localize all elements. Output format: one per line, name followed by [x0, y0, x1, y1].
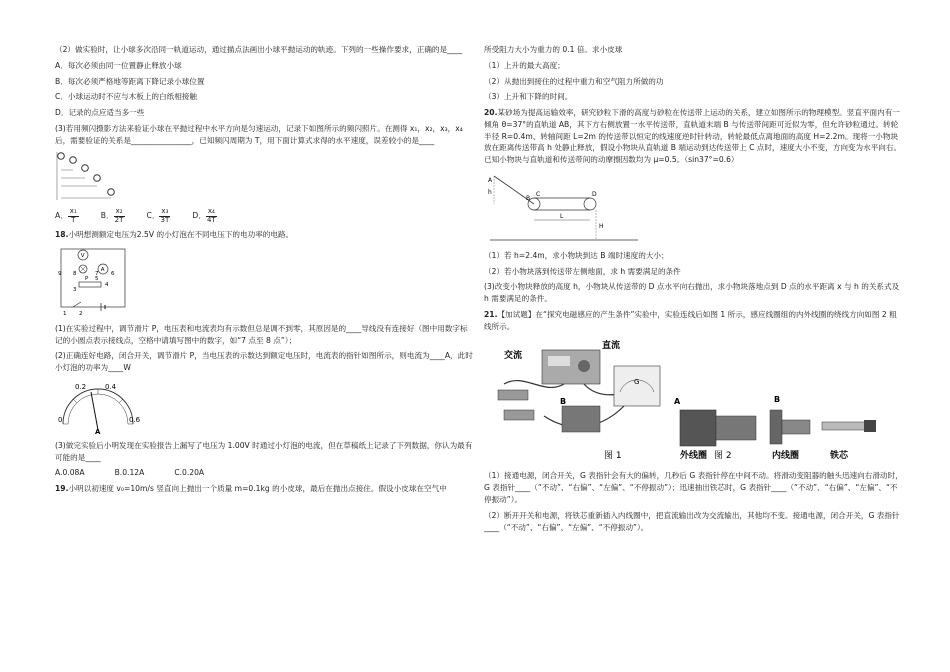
svg-text:0.6: 0.6	[129, 415, 141, 424]
svg-text:4: 4	[105, 281, 109, 288]
svg-text:外线圈: 外线圈	[680, 451, 708, 462]
q17-option-a: A．每次必须由同一位置静止释放小球	[55, 60, 182, 70]
choice-b: B． $\frac{\text{x₂}}{2T}$	[100, 207, 124, 224]
q18-options	[55, 467, 473, 479]
circuit-diagram	[55, 245, 135, 317]
svg-text:B: B	[526, 194, 531, 202]
q18-stem: 18.小明想测额定电压为2.5V 的小灯泡在不同电压下的电功率的电路。	[55, 230, 294, 240]
strobe-photo-figure	[55, 150, 125, 202]
svg-text:0: 0	[58, 415, 63, 424]
left-column	[55, 44, 473, 499]
q18-option-b: B.0.12A	[114, 468, 145, 478]
q18-part2: (2)正确连好电路，闭合开关，调节滑片 P，当电压表的示数达到额定电压时，电流表的指针如图所示，则电流为____A，此时小灯泡的功率为____W	[55, 351, 473, 373]
q20-item-1: （1）若 h=2.4m，求小物块到达 B 端时速度的大小；	[484, 250, 669, 260]
svg-text:A: A	[95, 427, 101, 434]
q17-answer-choices	[55, 208, 473, 224]
q20-item-2: （2）若小物块落到传送带左侧地面，求 h 需要满足的条件	[484, 266, 681, 276]
q17-part2: （2）做实验时，让小球多次沿同一轨道运动，通过描点法画出小球平抛运动的轨迹。下列的一些操作要求，正确的是____	[55, 45, 463, 54]
svg-text:内线圈: 内线圈	[772, 451, 800, 462]
q18-part1: (1)在实验过程中，调节滑片 P，电压表和电流表均有示数但总是调不到零，其原因是的____导线没有连接好（图中用数字标记的小圆点表示接线点，空格中请填写图中的数字，如“7 点至 8 点”）；	[55, 323, 468, 345]
right-column	[484, 44, 904, 537]
svg-text:V: V	[80, 252, 85, 259]
svg-text:图 1: 图 1	[604, 451, 622, 462]
svg-text:C: C	[536, 190, 541, 198]
svg-text:图 2: 图 2	[714, 451, 732, 462]
q18-option-a: A.0.08A	[55, 468, 85, 478]
svg-text:8: 8	[73, 270, 77, 277]
q21-part1: （1）接通电源，闭合开关，G 表指针会有大的偏转，几秒后 G 表指针停在中间不动。将滑动变阻器的触头迅速向右滑动时，G 表指针____（“不动”、“右偏”、“左偏”、“不停振动”）；迅速抽出铁芯时，G 表指针____（“不动”、“右偏”、“左偏”、“不停振动”）。	[484, 471, 903, 505]
q19-continuation: 所受阻力大小为重力的 0.1 倍。求小皮球	[484, 45, 623, 54]
q19-item-1: （1）上升的最大高度；	[484, 60, 565, 70]
svg-text:B: B	[560, 397, 567, 407]
svg-text:B: B	[774, 395, 781, 405]
svg-text:6: 6	[111, 270, 115, 277]
q17-option-d: D．记录的点应适当多一些	[55, 108, 145, 118]
svg-text:A: A	[488, 176, 493, 184]
q18-option-c: C.0.20A	[174, 468, 205, 478]
svg-text:3: 3	[73, 286, 77, 293]
svg-text:0.2: 0.2	[75, 382, 87, 391]
q21-stem: 21.【加试题】在“探究电磁感应的产生条件”实验中，实验连线后如图 1 所示，感应线圈组的内外线圈的绕线方向如图 2 粗线所示。	[484, 309, 897, 331]
q17-option-b: B．每次必须严格地等距离下降记录小球位置	[55, 76, 205, 86]
svg-text:G: G	[634, 378, 640, 387]
svg-text:7: 7	[95, 270, 99, 277]
q21-part2: （2）断开开关和电源，将铁芯重新插入内线圈中，把直流输出改为交流输出，其他均不变。接通电源，闭合开关，G 表指针____（“不动”、“右偏”、“左偏”、“不停振动”）。	[484, 510, 900, 532]
q18-part3: (3)做完实验后小明发现在实验报告上漏写了电压为 1.00V 时通过小灯泡的电流，但在草稿纸上记录了下列数据，你认为最有可能的是____	[55, 440, 473, 462]
svg-text:P: P	[85, 275, 89, 282]
q20-stem: 20.某砂场为提高运输效率，研究砂粒下滑的高度与砂粒在传送带上运动的关系，建立如图所示的物理模型。竖直平面内有一倾角 θ=37°的直轨道 AB，其下方右侧放置一水平传送带，直轨道末端 B 与传送带间距可近似为零，但允许砂粒通过。转轮半径 R=0.4m、转轴间距 L=2m 的传送带以恒定的线速度逆时针转动，转轮最低点离地面的高度 H=2.2m。现将一小物块放在距离传送带高 h 处静止释放，假设小物块从直轨道 B 端运动到达传送带上 C 点时，速度大小不变，方向变为水平向右。已知小物块与直轨道和传送带间的动摩擦因数均为 μ=0.5。（sin37°=0.6）	[484, 108, 902, 165]
svg-text:h: h	[488, 188, 492, 196]
svg-text:0.4: 0.4	[105, 382, 117, 391]
svg-text:A: A	[674, 397, 681, 407]
q17-part3: (3)若用频闪摄影方法来验证小球在平抛过程中水平方向是匀速运动，记录下如图所示的频闪照片。在测得 x₁，x₂，x₃，x₄后，需要验证的关系是________________，已知频闪周期为 T，用下面计算式求得的水平速度，误差较小的是____	[55, 123, 463, 145]
svg-text:H: H	[599, 222, 604, 230]
q20-item-3: (3)改变小物块释放的高度 h，小物块从传送带的 D 点水平向右抛出，求小物块落地点到 D 点的水平距离 x 与 h 的关系式及 h 需要满足的条件。	[484, 282, 900, 304]
choice-a: A． $\frac{\text{x₁}}{T}$	[55, 207, 77, 224]
svg-text:铁芯: 铁芯	[830, 451, 849, 462]
svg-text:A: A	[100, 266, 105, 273]
ammeter-dial	[55, 378, 141, 434]
q17-option-c: C．小球运动时不应与木板上的白纸相接触	[55, 92, 197, 102]
svg-text:交流: 交流	[504, 351, 523, 362]
q19-item-2: （2）从抛出到接住的过程中重力和空气阻力所做的功	[484, 76, 664, 86]
svg-text:1: 1	[63, 310, 67, 317]
svg-text:5: 5	[95, 275, 99, 282]
svg-text:2: 2	[79, 310, 83, 317]
svg-text:9: 9	[58, 270, 62, 277]
conveyor-belt-diagram	[484, 170, 644, 244]
induction-apparatus-figure	[484, 336, 884, 464]
svg-text:D: D	[592, 190, 597, 198]
choice-c: C． $\frac{\text{x₃}}{3T}$	[146, 207, 170, 224]
svg-text:L: L	[560, 212, 564, 220]
choice-d: D． $\frac{\text{x₄}}{4T}$	[192, 207, 216, 224]
svg-text:直流: 直流	[602, 341, 621, 352]
q19-item-3: （3）上升和下降的时间。	[484, 92, 573, 102]
q19-stem: 19.小明以初速度 v₀=10m/s 竖直向上抛出一个质量 m=0.1kg 的小皮球，最后在抛出点接住。假设小皮球在空气中	[55, 484, 447, 494]
